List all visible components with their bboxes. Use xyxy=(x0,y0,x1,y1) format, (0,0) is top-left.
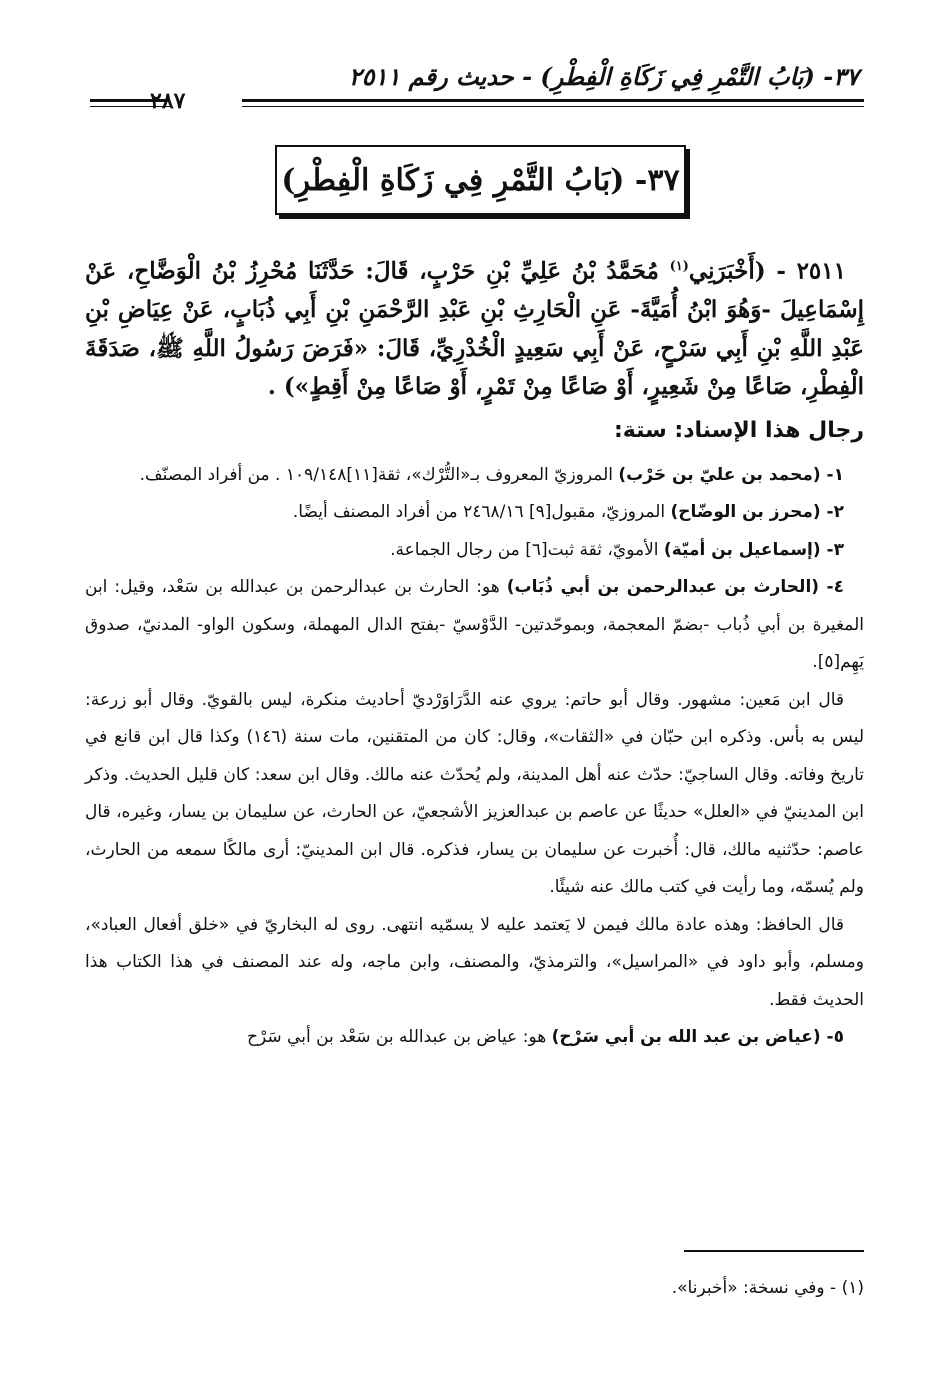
running-header-title: ٣٧- (بَابُ التَّمْرِ فِي زَكَاةِ الْفِطْرِ) - حديث رقم ٢٥١١ xyxy=(348,62,859,91)
narrator-4-commentary: قال ابن مَعين: مشهور. وقال أبو حاتم: يروي عنه الدَّرَاوَرْديّ أحاديث منكرة، ليس بالقويّ. وقال أبو زرعة: ليس به بأس. وذكره ابن حبّان في «الثقات»، وقال: كان من المتقنين، مات سنة (١٤٦) وكذا قال ابن قانع في تاريخ وفاته. وقال الساجيّ: حدّث عنه أهل المدينة، ولم يُحدّث عنه مالك. وقال ابن سعد: كان قليل الحديث. وذكر ابن المدينيّ في «العلل» حديثًا عن عاصم بن عبدالعزيز الأشجعيّ، عن الحارث، عن سليمان بن يسار، وغيره، قال عاصم: حدّثنيه مالك، قال: أُخبرت عن سليمان بن يسار، فذكره. قال ابن المدينيّ: أرى مالكًا سمعه من الحارث، ولم يُسمّه، وما رأيت في كتب مالك عنه شيئًا. xyxy=(85,689,864,898)
narrator-5-text: هو: عياض بن عبدالله بن سَعْد بن أبي سَرْح xyxy=(247,1027,552,1048)
hafiz-commentary: قال الحافظ: وهذه عادة مالك فيمن لا يَعتمد عليه لا يسمّيه انتهى. روى له البخاريّ في «خلق أفعال العباد»، ومسلم، وأبو داود في «المراسيل»، والترمذيّ، والمصنف، وابن ماجه، وله عند المصنف في هذا الكتاب هذا الحديث فقط. xyxy=(85,914,864,1010)
narrator-4 xyxy=(85,569,864,682)
page-number: ٢٨٧ xyxy=(150,88,186,114)
narrator-5-name: ٥- (عياض بن عبد الله بن أبي سَرْح) xyxy=(551,1027,844,1048)
narrator-3-name: ٣- (إسماعيل بن أميّة) xyxy=(663,539,844,560)
chapter-title-box xyxy=(275,145,686,215)
narrator-3 xyxy=(85,532,864,570)
narrator-5 xyxy=(85,1019,864,1057)
header-rule-thin xyxy=(242,106,864,107)
section-heading: رجال هذا الإسناد: ستة: xyxy=(614,417,864,443)
footnote-marker: (١) xyxy=(669,259,689,274)
header-rule-left-thin xyxy=(90,106,170,107)
hadith-body: مُحَمَّدُ بْنُ عَلِيِّ بْنِ حَرْبٍ، قَالَ: حَدَّثَنَا مُحْرِزُ بْنُ الْوَضَّاحِ، عَنْ إِسْمَاعِيلَ -وَهُوَ ابْنُ أُمَيَّةَ- عَنِ الْحَارِثِ بْنِ عَبْدِ الرَّحْمَنِ بْنِ أَبِي ذُبَابٍ، عَنْ عِيَاضِ بْنِ عَبْدِ اللَّهِ بْنِ أَبِي سَرْحٍ، عَنْ أَبِي سَعِيدٍ الْخُدْرِيِّ، قَالَ: «فَرَضَ رَسُولُ اللَّهِ ﷺ، صَدَقَةَ الْفِطْرِ، صَاعًا مِنْ شَعِيرٍ، أَوْ صَاعًا مِنْ تَمْرٍ، أَوْ صَاعًا مِنْ أَقِطٍ») . xyxy=(85,257,864,401)
main-text xyxy=(85,248,864,1227)
chapter-title: ٣٧- (بَابُ التَّمْرِ فِي زَكَاةِ الْفِطْرِ) xyxy=(281,162,680,198)
narrator-1-name: ١- (محمد بن عليّ بن حَرْب) xyxy=(618,464,844,485)
hadith-number: ٢٥١١ - (أَخْبَرَنِي xyxy=(688,257,846,285)
footnote-divider xyxy=(684,1250,864,1252)
narrator-2-name: ٢- (محرز بن الوضّاح) xyxy=(670,502,844,523)
header-rule-thick xyxy=(242,99,864,102)
narrator-2 xyxy=(85,494,864,532)
narrator-1 xyxy=(85,457,864,495)
hadith-text xyxy=(85,248,864,407)
narrator-4-name: ٤- (الحارث بن عبدالرحمن بن أبي ذُبَاب) xyxy=(506,577,845,598)
footnote: (١) - وفي نسخة: «أخبرنا». xyxy=(671,1278,864,1298)
narrator-3-text: الأمويّ، ثقة ثبت[٦] من رجال الجماعة. xyxy=(390,539,664,560)
header-rule-left-thick xyxy=(90,99,170,102)
narrator-4-text: هو: الحارث بن عبدالرحمن بن عبدالله بن سَعْد، وقيل: ابن المغيرة بن أبي ذُباب -بضمّ المعجمة، وبموحّدتين- الدَّوْسيّ -بفتح الدال المهملة، وسكون الواو- المدنيّ، صدوق يَهِم[٥]. xyxy=(85,577,864,673)
narrator-2-text: المروزيّ، مقبول[٩] ٢٤٦٨/١٦ من أفراد المصنف أيضًا. xyxy=(292,502,671,523)
narrator-1-text: المروزيّ المعروف بـ«التُّرْك»، ثقة[١١]١٠٩/١٤٨ . من أفراد المصنّف. xyxy=(139,464,619,485)
